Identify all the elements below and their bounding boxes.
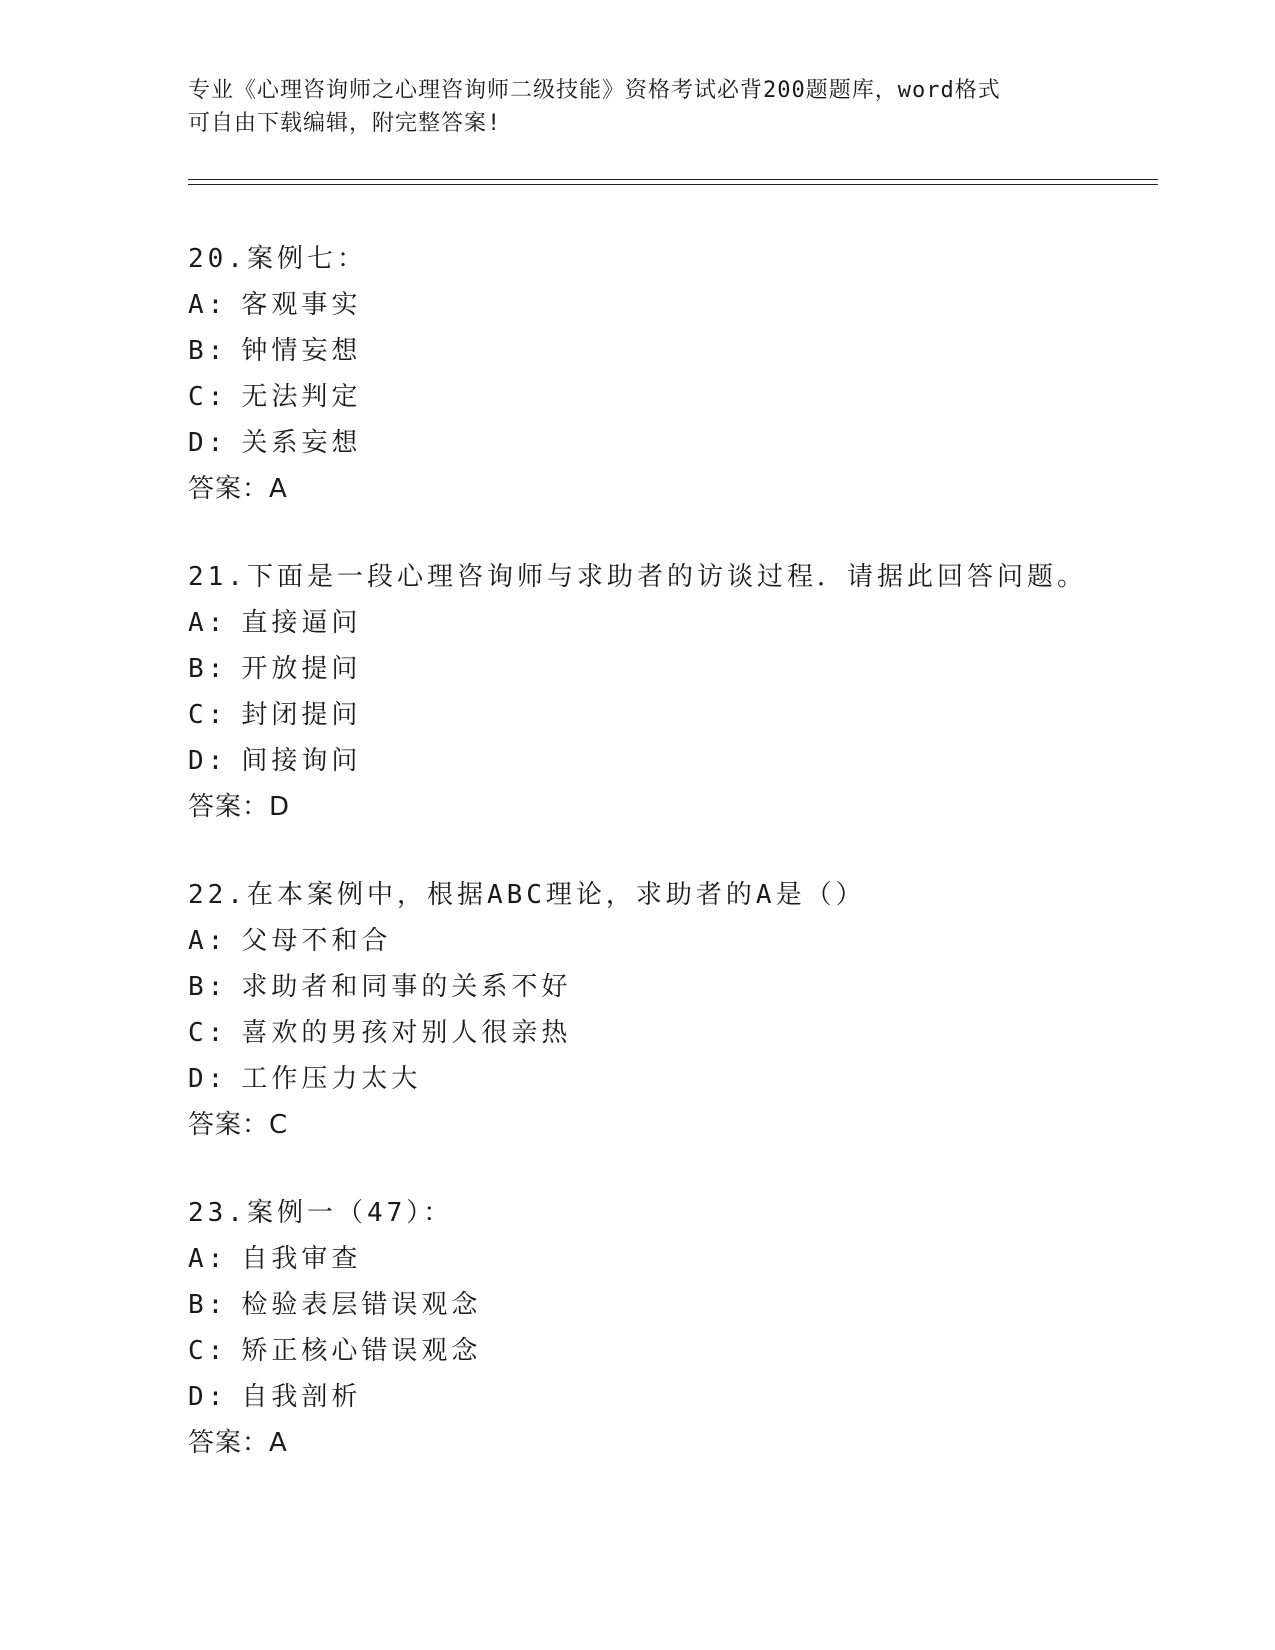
- answer-line: 答案：C: [188, 1110, 289, 1140]
- header-line-1: 专业《心理咨询师之心理咨询师二级技能》资格考试必背200题题库，word格式: [188, 78, 1001, 103]
- option-key: B:: [188, 336, 228, 366]
- option-text: 矫正核心错误观念: [241, 1336, 482, 1366]
- header-divider-top: [188, 179, 1158, 180]
- option-c: [188, 374, 1188, 420]
- option-b: [188, 328, 1188, 374]
- option-d: [188, 420, 1188, 466]
- option-c: [188, 692, 1188, 738]
- option-key: B:: [188, 654, 228, 684]
- option-text: 自我剖析: [241, 1382, 362, 1412]
- option-key: A:: [188, 1244, 228, 1274]
- answer-line: 答案：D: [188, 792, 291, 822]
- header-divider-bottom: [188, 184, 1158, 185]
- option-key: D:: [188, 1382, 228, 1412]
- option-key: C:: [188, 1018, 228, 1048]
- question-item: [188, 1190, 1188, 1466]
- option-key: B:: [188, 1290, 228, 1320]
- option-d: [188, 738, 1188, 784]
- question-item: [188, 872, 1188, 1148]
- option-text: 喜欢的男孩对别人很亲热: [241, 1018, 572, 1048]
- option-d: [188, 1374, 1188, 1420]
- option-key: A:: [188, 608, 228, 638]
- option-key: A:: [188, 290, 228, 320]
- option-d: [188, 1056, 1188, 1102]
- option-a: [188, 282, 1188, 328]
- option-text: 自我审查: [241, 1244, 362, 1274]
- question-title: 23.案例一（47）：: [188, 1198, 454, 1228]
- option-text: 直接逼问: [241, 608, 362, 638]
- option-text: 无法判定: [241, 382, 362, 412]
- option-b: [188, 1282, 1188, 1328]
- option-text: 关系妄想: [241, 428, 362, 458]
- question-title: 22.在本案例中，根据ABC理论，求助者的A是（）: [188, 880, 866, 910]
- option-text: 间接询问: [241, 746, 362, 776]
- option-key: C:: [188, 700, 228, 730]
- question-title: 21.下面是一段心理咨询师与求助者的访谈过程．请据此回答问题。: [188, 562, 1087, 592]
- option-b: [188, 646, 1188, 692]
- option-c: [188, 1010, 1188, 1056]
- option-text: 求助者和同事的关系不好: [241, 972, 572, 1002]
- answer-line: 答案：A: [188, 1428, 288, 1458]
- option-text: 客观事实: [241, 290, 362, 320]
- option-b: [188, 964, 1188, 1010]
- option-a: [188, 600, 1188, 646]
- option-text: 钟情妄想: [241, 336, 362, 366]
- option-a: [188, 918, 1188, 964]
- option-key: C:: [188, 382, 228, 412]
- option-key: D:: [188, 746, 228, 776]
- question-item: [188, 554, 1188, 830]
- option-text: 父母不和合: [241, 926, 392, 956]
- option-text: 开放提问: [241, 654, 362, 684]
- option-key: D:: [188, 1064, 228, 1094]
- question-title: 20.案例七：: [188, 244, 367, 274]
- question-list: [188, 236, 1188, 1508]
- option-key: B:: [188, 972, 228, 1002]
- document-header: [188, 74, 1088, 140]
- header-line-2: 可自由下载编辑，附完整答案!: [188, 111, 502, 136]
- option-text: 检验表层错误观念: [241, 1290, 482, 1320]
- answer-line: 答案：A: [188, 474, 288, 504]
- option-key: D:: [188, 428, 228, 458]
- option-a: [188, 1236, 1188, 1282]
- question-item: [188, 236, 1188, 512]
- option-text: 工作压力太大: [241, 1064, 422, 1094]
- option-text: 封闭提问: [241, 700, 362, 730]
- option-c: [188, 1328, 1188, 1374]
- option-key: C:: [188, 1336, 228, 1366]
- option-key: A:: [188, 926, 228, 956]
